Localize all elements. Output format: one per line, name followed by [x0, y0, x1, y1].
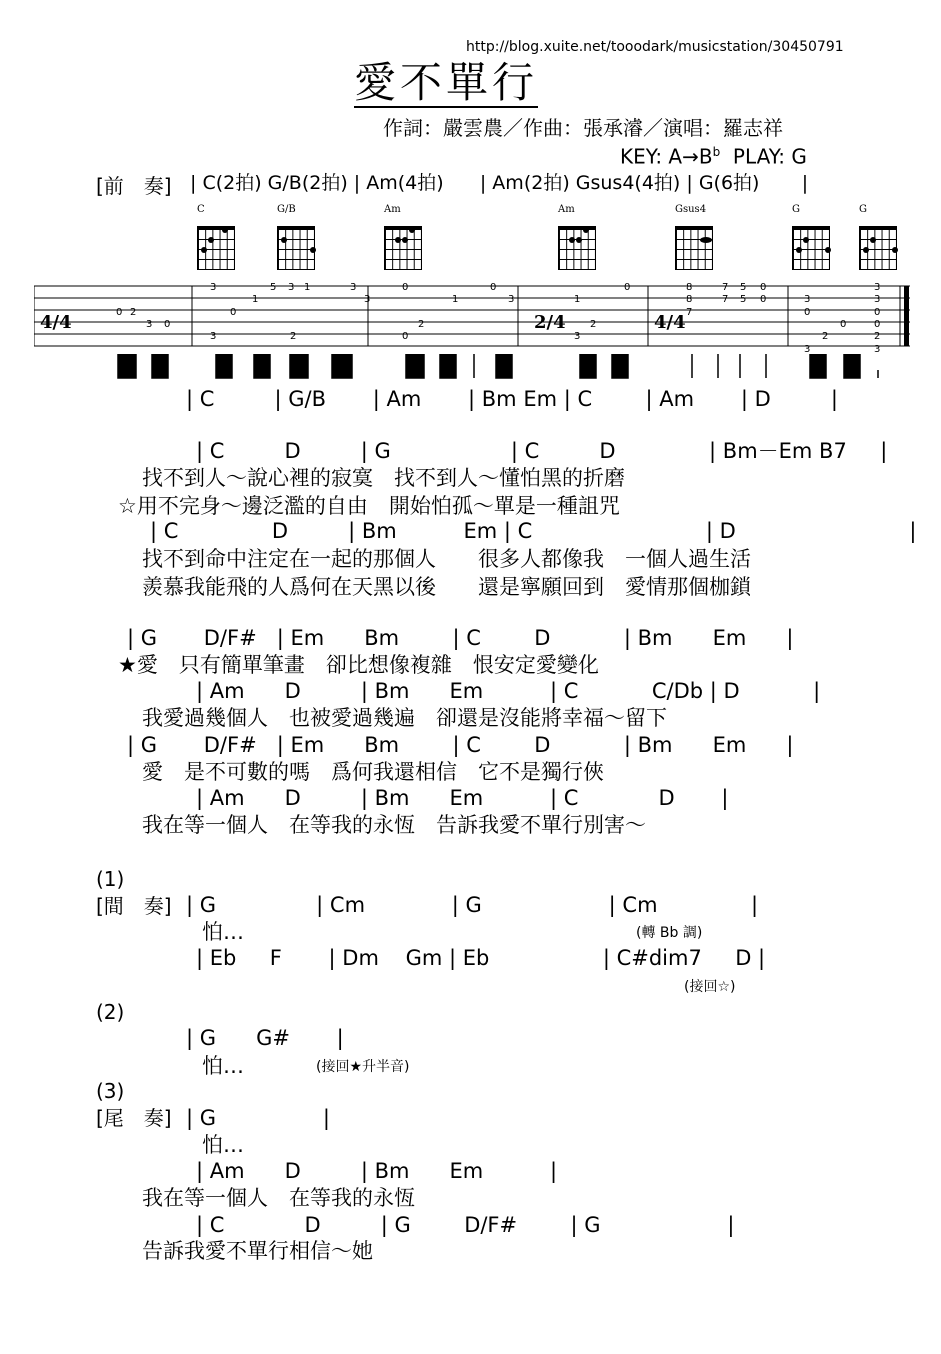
chorus-chords-1: | G D/F# | Em Bm | C D | Bm Em | [127, 626, 794, 650]
svg-text:3: 3 [804, 344, 811, 355]
source-url: http://blog.xuite.net/tooodark/musicstation/30450791 [466, 39, 844, 55]
svg-text:2: 2 [822, 331, 829, 342]
svg-text:3: 3 [574, 331, 581, 342]
section-2-lyric: 怕… [202, 1054, 244, 1078]
outro-lyric-1: 怕… [202, 1133, 244, 1157]
interlude-lyric: 怕… [202, 920, 244, 944]
svg-text:3: 3 [210, 282, 217, 293]
svg-text:0: 0 [402, 331, 409, 342]
time-signature-3: 4/4 [654, 312, 686, 333]
svg-text:0: 0 [624, 282, 631, 293]
svg-text:5: 5 [740, 282, 747, 293]
svg-text:1: 1 [304, 282, 311, 293]
outro-lyric-3: 告訴我愛不單行相信～她 [142, 1239, 373, 1263]
verse-lyric-1: 找不到人～說心裡的寂寞 找不到人～懂怕黑的折磨 [142, 466, 625, 490]
svg-text:0: 0 [760, 294, 767, 305]
chorus-chords-2: | Am D | Bm Em | C C/Db | D | [196, 679, 821, 703]
outro-label: [尾 奏] [96, 1106, 172, 1130]
svg-text:3: 3 [350, 282, 357, 293]
svg-text:2: 2 [590, 319, 597, 330]
section-2-note: (接回★升半音) [316, 1059, 410, 1075]
song-credits: 作詞：嚴雲農／作曲：張承濬／演唱：羅志祥 [383, 116, 783, 140]
svg-text:1: 1 [452, 294, 459, 305]
verse-lyric-4: 羨慕我能飛的人爲何在天黑以後 還是寧願回到 愛情那個枷鎖 [142, 575, 751, 599]
section-3-number: (3) [96, 1079, 125, 1103]
outro-chords-3: | C D | G D/F# | G | [196, 1213, 735, 1237]
svg-text:3: 3 [874, 344, 881, 355]
svg-text:0: 0 [116, 307, 123, 318]
chorus-lyric-1: ★愛 只有簡單筆畫 卻比想像複雜 恨安定愛變化 [118, 653, 599, 677]
svg-text:3: 3 [804, 294, 811, 305]
svg-text:7: 7 [686, 307, 693, 318]
section-2-chords: | G G# | [186, 1026, 344, 1050]
svg-text:2: 2 [418, 319, 425, 330]
chorus-lyric-4: 我在等一個人 在等我的永恆 告訴我愛不單行別害～ [142, 813, 646, 837]
svg-text:3: 3 [508, 294, 515, 305]
outro-lyric-2: 我在等一個人 在等我的永恆 [142, 1186, 415, 1210]
svg-text:1: 1 [252, 294, 259, 305]
verse-lyric-3: 找不到命中注定在一起的那個人 很多人都像我 一個人過生活 [142, 547, 751, 571]
svg-text:2: 2 [290, 331, 297, 342]
chorus-lyric-2: 我愛過幾個人 也被愛過幾遍 卻還是沒能將幸福～留下 [142, 706, 667, 730]
time-signature-1: 4/4 [40, 312, 72, 333]
chorus-chords-4: | Am D | Bm Em | C D | [196, 786, 729, 810]
song-title: 愛不單行 [354, 58, 539, 107]
svg-text:0: 0 [490, 282, 497, 293]
svg-text:5: 5 [270, 282, 277, 293]
outro-chords-2: | Am D | Bm Em | [196, 1159, 558, 1183]
svg-text:3: 3 [146, 319, 153, 330]
chorus-chords-3: | G D/F# | Em Bm | C D | Bm Em | [127, 733, 794, 757]
interlude-label: [間 奏] [96, 894, 172, 918]
svg-text:0: 0 [874, 319, 881, 330]
svg-text:7: 7 [722, 294, 729, 305]
intro-chords: | C(2拍) G/B(2拍) | Am(4拍) | Am(2拍) Gsus4(4拍) | G(6拍) | [190, 172, 809, 194]
svg-text:3: 3 [288, 282, 295, 293]
svg-text:3: 3 [210, 331, 217, 342]
svg-text:2: 2 [874, 331, 881, 342]
svg-text:8: 8 [686, 294, 693, 305]
svg-text:5: 5 [740, 294, 747, 305]
interlude-chords-2: | Eb F | Dm Gm | Eb | C#dim7 D | [196, 946, 766, 970]
svg-text:0: 0 [804, 307, 811, 318]
key-flat: b [712, 145, 721, 159]
chorus-lyric-3: 愛 是不可數的嗎 爲何我還相信 它不是獨行俠 [142, 760, 604, 784]
verse-chords-2: | C D | Bm Em | C | D | [150, 519, 917, 543]
svg-text:3: 3 [874, 294, 881, 305]
section-2-number: (2) [96, 1000, 125, 1024]
svg-text:0: 0 [230, 307, 237, 318]
key-change-note: (轉 Bb 調) [636, 925, 703, 941]
svg-text:7: 7 [722, 282, 729, 293]
key-play: PLAY: G [720, 144, 807, 169]
rhythm-stems [110, 352, 890, 382]
svg-text:0: 0 [164, 319, 171, 330]
svg-text:8: 8 [686, 282, 693, 293]
svg-text:0: 0 [874, 307, 881, 318]
return-note: (接回☆) [684, 979, 736, 995]
verse-lyric-2: ☆用不完身～邊泛濫的自由 開始怕孤～單是一種詛咒 [118, 494, 620, 518]
svg-text:2: 2 [130, 307, 137, 318]
outro-chords-1: | G | [186, 1106, 330, 1130]
verse-chords-1: | C D | G | C D | Bm－Em B7 | [196, 439, 888, 463]
svg-text:0: 0 [402, 282, 409, 293]
intro-label: [前 奏] [96, 174, 172, 198]
svg-text:3: 3 [364, 294, 371, 305]
svg-text:1: 1 [574, 294, 581, 305]
key-info [620, 146, 807, 167]
svg-text:0: 0 [840, 319, 847, 330]
time-signature-2: 2/4 [534, 312, 566, 333]
interlude-chords-1: | G | Cm | G | Cm | [186, 893, 759, 917]
svg-text:3: 3 [874, 282, 881, 293]
tab-measure-chords: | C | G/B | Am | Bm Em | C | Am | D | [186, 387, 838, 411]
svg-text:0: 0 [760, 282, 767, 293]
key-prefix: KEY: A→B [620, 144, 713, 169]
section-1-number: (1) [96, 867, 125, 891]
